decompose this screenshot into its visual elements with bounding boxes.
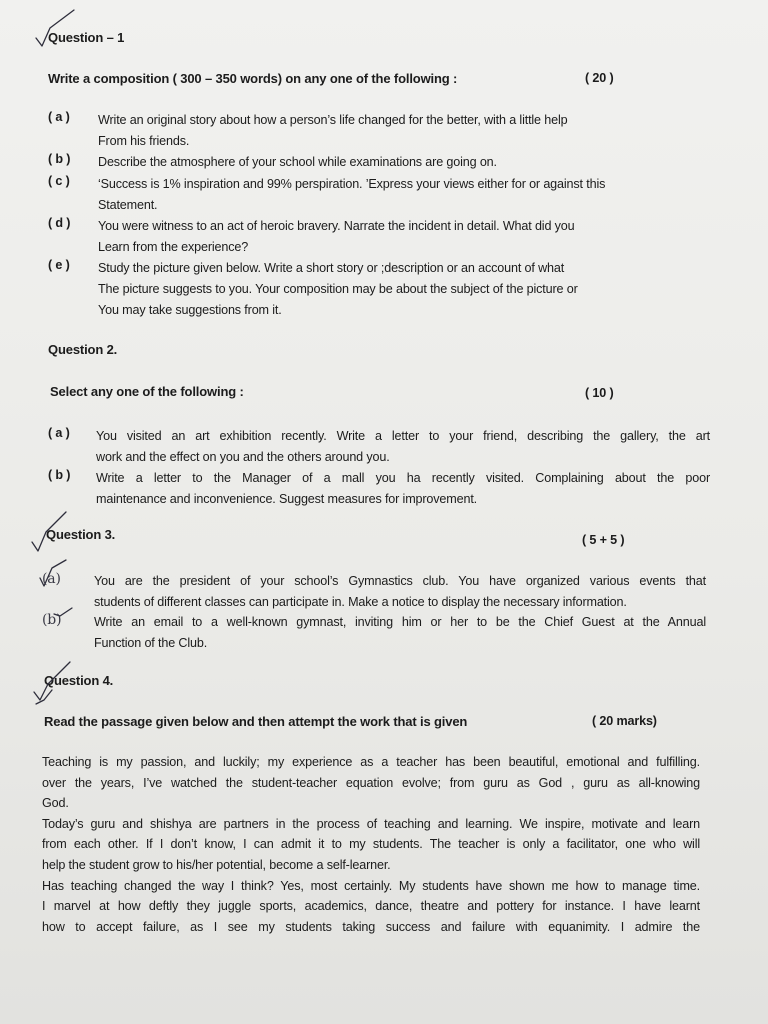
q1-option-e-line-3: You may take suggestions from it. [98,303,282,317]
q1-option-d-label: ( d ) [48,216,71,230]
q1-option-a-label: ( a ) [48,110,70,124]
q3-option-a-line-1: You are the president of your school’s Gymnastics club. You have organized various events that [94,574,706,588]
passage-line-1: Teaching is my passion, and luckily; my experience as a teacher has been beautiful, emotional and fulfilling. [42,755,700,769]
q1-option-d-line-1: You were witness to an act of heroic bravery. Narrate the incident in detail. What did you [98,219,575,233]
passage-line-7: Has teaching changed the way I think? Yes, most certainly. My students have shown me how to manage time. [42,878,700,893]
passage-line-2: over the years, I’ve watched the student-teacher equation evolve; from guru as God , guru as all-knowing [42,775,700,790]
q1-option-a-line-2: From his friends. [98,134,190,148]
passage-line-6: help the student grow to his/her potential, become a self-learner. [42,857,391,872]
q1-option-d-line-2: Learn from the experience? [98,240,249,254]
q1-option-c-line-1: ‘Success is 1% inspiration and 99% perspiration. ’Express your views either for or against this [98,177,606,191]
question-4-title: Question 4. [44,673,114,688]
q2-option-a [96,426,710,468]
question-1-title: Question – 1 [48,30,125,45]
q2-option-b-line-1: Write a letter to the Manager of a mall you ha recently visited. Complaining about the poor [96,471,710,485]
question-3-title: Question 3. [46,527,116,542]
question-4-passage [42,752,700,937]
q3-option-b [94,612,706,654]
q3-option-a-label: (a) [42,571,61,587]
q1-option-e-line-1: Study the picture given below. Write a short story or ;description or an account of what [98,261,565,275]
tick-mark-question-4-lower [36,690,52,704]
q1-option-c-line-2: Statement. [98,198,158,212]
q3-option-a-line-2: students of different classes can participate in. Make a notice to display the necessary information. [94,595,627,609]
passage-line-4: Today’s guru and shishya are partners in the process of teaching and learning. We inspire, motivate and learn [42,816,700,831]
passage-line-8: I marvel at how deftly they juggle sports, academics, dance, theatre and pottery for instance. I have learnt [42,899,700,914]
q2-option-b [96,468,710,510]
question-1-marks: ( 20 ) [585,71,614,85]
q2-option-a-label: ( a ) [48,426,70,440]
q2-option-b-line-2: maintenance and inconvenience. Suggest measures for improvement. [96,492,478,506]
q1-option-e-line-2: The picture suggests to you. Your composition may be about the subject of the picture or [98,282,578,296]
q1-option-e [98,258,578,321]
q3-option-b-label: (b) [42,612,62,628]
q2-option-a-line-2: work and the effect on you and the others around you. [96,450,390,464]
passage-line-3: God. [42,796,69,811]
passage-line-9: how to accept failure, as I see my students taking success and failure with equanimity. I admire the [42,919,700,934]
question-2-instruction: Select any one of the following : [50,384,244,399]
question-2-marks: ( 10 ) [585,386,614,400]
q1-option-c-label: ( c ) [48,174,70,188]
q3-option-b-line-1: Write an email to a well-known gymnast, inviting him or her to be the Chief Guest at the Annual [94,615,706,629]
q1-option-b-label: ( b ) [48,152,71,166]
q1-option-a [98,110,567,152]
q3-option-b-line-2: Function of the Club. [94,636,208,650]
question-4-instruction: Read the passage given below and then attempt the work that is given [44,714,468,729]
q1-option-d [98,216,575,258]
question-2-title: Question 2. [48,342,118,357]
passage-line-5: from each other. If I don’t know, I can admit it to my students. The teacher is only a facilitator, one who will [42,837,700,852]
q2-option-a-line-1: You visited an art exhibition recently. Write a letter to your friend, describing the gallery, the art [96,429,710,443]
q1-option-b-line-1: Describe the atmosphere of your school while examinations are going on. [98,155,497,169]
q2-option-b-label: ( b ) [48,468,71,482]
q1-option-a-line-1: Write an original story about how a person’s life changed for the better, with a little help [98,113,568,127]
q3-option-a [94,571,706,613]
q1-option-b [98,152,497,173]
question-3-marks: ( 5 + 5 ) [582,533,625,547]
q1-option-c [98,174,605,216]
q1-option-e-label: ( e ) [48,258,70,272]
question-1-instruction: Write a composition ( 300 – 350 words) on any one of the following : [48,71,458,86]
question-4-marks: ( 20 marks) [592,714,657,728]
